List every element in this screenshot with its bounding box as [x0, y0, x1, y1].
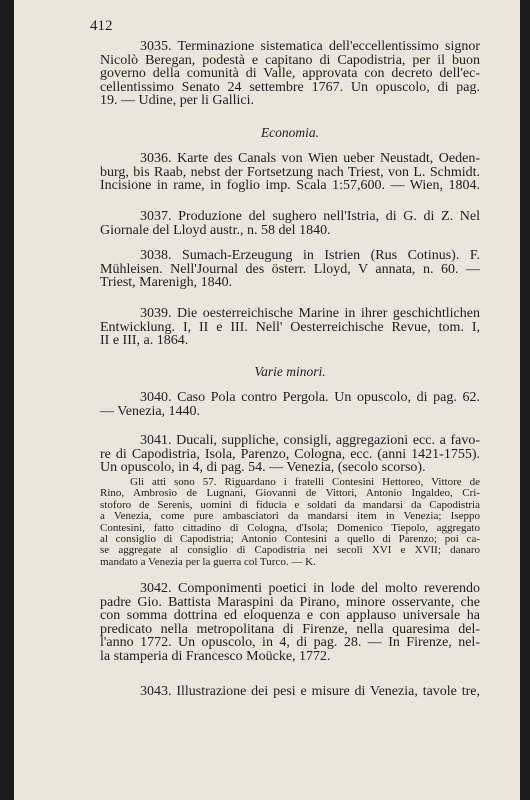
entry-line: Entwicklung. I, II e III. Nell' Oesterreichische Revue, tom. I,: [100, 319, 480, 335]
entry-line: Nicolò Beregan, podestà e capitano di Capodistria, per il buon: [100, 52, 480, 68]
entry-number: 3039.: [140, 306, 172, 321]
entry-3042: [100, 582, 480, 664]
entry-number: 3035.: [140, 39, 172, 54]
note-line: Gli atti sono 57. Riguardano i fratelli Contesini Hettoreo, Vittore de: [130, 476, 480, 488]
note-line: a Venezia, come pure ambasciatori da mandarsi item in Venezia; Iseppo: [100, 510, 480, 523]
entry-number: 3036.: [140, 151, 172, 166]
entry-line: Sumach-Erzeugung in Istrien (Rus Cotinus). F.: [182, 248, 480, 263]
entry-line: governo della comunità di Valle, approvata con decreto dell'ec-: [100, 66, 480, 82]
note-line: al consiglio di Capodistria; Antonio Contesini a quello di Parenzo; poi ca-: [100, 533, 480, 546]
entry-line: cellentissimo Senato 24 settembre 1767. Un opuscolo, di pag.: [100, 79, 480, 95]
entry-line: padre Gio. Battista Maraspini da Pirano, minore osservante, che: [100, 594, 480, 610]
entry-line: con somma dottrina ed eloquenza e con applauso universale ha: [100, 608, 480, 624]
entry-line: Terminazione sistematica dell'eccellentissimo signor: [177, 39, 481, 54]
entry-3043: [100, 685, 480, 699]
entry-line: Ducali, suppliche, consigli, aggregazioni ecc. a favo-: [176, 433, 481, 448]
entry-line: Giornale del Lloyd austr., n. 58 del 1840.: [100, 222, 331, 238]
entry-line: l'anno 1772. Un opuscolo, in 4, di pag. 28. — In Firenze, nel-: [100, 635, 480, 651]
note-line: mandato a Venezia per la guerra col Turco. — K.: [100, 555, 316, 568]
section-heading-economia: Economia.: [260, 125, 320, 140]
entry-line: predicato nella metropolitana di Firenze, nella quaresima del-: [100, 621, 480, 637]
entry-line: Incisione in rame, in foglio imp. Scala 1:57,600. — Wien, 1804.: [100, 178, 480, 194]
entry-line: II e III, a. 1864.: [100, 333, 189, 349]
entry-number: 3038.: [140, 248, 172, 263]
entry-3035: [100, 40, 480, 108]
entry-line: Caso Pola contro Pergola. Un opuscolo, di pag. 62.: [177, 390, 481, 405]
entry-line: Produzione del sughero nell'Istria, di G. di Z. Nel: [178, 209, 480, 224]
entry-number: 3043.: [140, 684, 172, 699]
note-line: Contesini, fatto cittadino di Cologna, d'Isola; Domenico Tiepolo, aggregato: [100, 521, 480, 534]
entry-3037: [100, 210, 480, 237]
entry-3036: [100, 152, 480, 193]
book-page: [14, 0, 520, 800]
entry-line: Die oesterreichische Marine in ihrer geschichtlichen: [177, 306, 480, 321]
entry-line: Karte des Canals von Wien ueber Neustadt, Oeden-: [177, 151, 480, 166]
entry-3039: [100, 307, 480, 348]
entry-number: 3041.: [140, 433, 172, 448]
entry-number: 3042.: [140, 581, 172, 596]
entry-line: — Venezia, 1440.: [100, 403, 201, 419]
entry-line: burg, bis Raab, nebst der Fortsetzung nach Triest, von L. Schmidt.: [100, 164, 480, 180]
section-heading-varie-minori: Varie minori.: [254, 364, 326, 379]
entry-line: Un opuscolo, in 4, di pag. 54. — Venezia, (secolo scorso).: [100, 460, 426, 476]
note-line: Rino, Ambrosio de Lugnani, Giovanni de Vittori, Antonio Ingaldeo, Cri-: [100, 487, 480, 500]
note-line: stoforo de Serenis, uomini di fiducia e soldati da mandarsi da Capodistria: [100, 498, 480, 511]
entry-line: Componimenti poetici in lode del molto reverendo: [178, 581, 481, 596]
entry-3040: [100, 391, 480, 418]
entry-3038: [100, 249, 480, 290]
entry-number: 3040.: [140, 390, 172, 405]
footnote-3041: [100, 477, 480, 568]
page-number: 412: [90, 18, 113, 34]
entry-number: 3037.: [140, 209, 172, 224]
entry-3041: [100, 434, 480, 475]
entry-line: re di Capodistria, Isola, Parenzo, Cologna, ecc. (anni 1421-1755).: [100, 446, 480, 462]
entry-line: Mühleisen. Nell'Journal des österr. Lloyd, V annata, n. 60. —: [100, 261, 480, 277]
entry-line: Illustrazione dei pesi e misure di Venezia, tavole tre,: [176, 684, 481, 699]
note-line: se aggregate al consiglio di Capodistria nei secoli XVI e XVII; danaro: [100, 544, 480, 557]
entry-line: 19. — Udine, per li Gallici.: [100, 93, 254, 109]
entry-line: Triest, Marenigh, 1840.: [100, 275, 233, 291]
entry-line: la stamperia di Francesco Moücke, 1772.: [100, 648, 331, 664]
